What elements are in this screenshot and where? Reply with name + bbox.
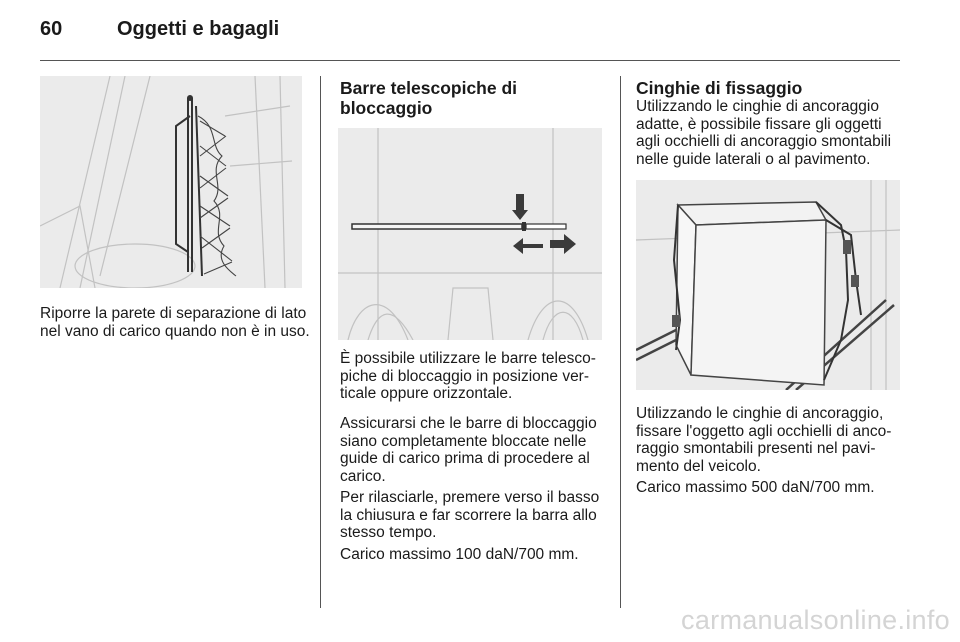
column2-paragraph-3: Per rilasciarle, premere verso il basso la chiusura e far scorrere la barra allo stesso tempo. [340, 489, 600, 542]
heading-telescopic-bars [340, 78, 517, 118]
heading-lashing-straps: Cinghie di fissaggio [636, 78, 803, 98]
page-number: 60 [40, 18, 63, 40]
telescopic-bar-illustration [338, 128, 602, 340]
column-divider-2 [620, 76, 621, 608]
column3-intro: Utilizzando le cinghie di ancoraggio adatte, è possibile fissare gli oggetti agli occhielli di ancoraggio smontabili nelle guide laterali o al pavimento. [636, 98, 892, 168]
column3-paragraph-2: Carico massimo 500 daN/700 mm. [636, 479, 875, 496]
column-divider-1 [320, 76, 321, 608]
watermark: carmanualsonline.info [681, 605, 950, 635]
partition-wall-illustration [40, 76, 302, 288]
heading-line-1: Barre telescopiche di [340, 78, 518, 98]
heading-line-2: bloccaggio [340, 98, 433, 118]
lashing-straps-illustration [636, 180, 900, 390]
column2-paragraph-1: È possibile utilizzare le barre telesco-piche di bloccaggio in posizione ver-ticale oppure orizzontale. [340, 350, 596, 403]
page-title: Oggetti e bagagli [117, 18, 280, 40]
column2-paragraph-2: Assicurarsi che le barre di bloccaggio siano completamente bloccate nelle guide di carico prima di procedere al carico. [340, 415, 597, 485]
column3-paragraph-1: Utilizzando le cinghie di ancoraggio, fissare l'oggetto agli occhielli di anco-raggio smontabili presenti nel pavi-mento del veicolo. [636, 405, 892, 475]
header-rule [40, 60, 900, 61]
column2-paragraph-4: Carico massimo 100 daN/700 mm. [340, 546, 579, 563]
column1-paragraph: Riporre la parete di separazione di lato nel vano di carico quando non è in uso. [40, 305, 310, 340]
